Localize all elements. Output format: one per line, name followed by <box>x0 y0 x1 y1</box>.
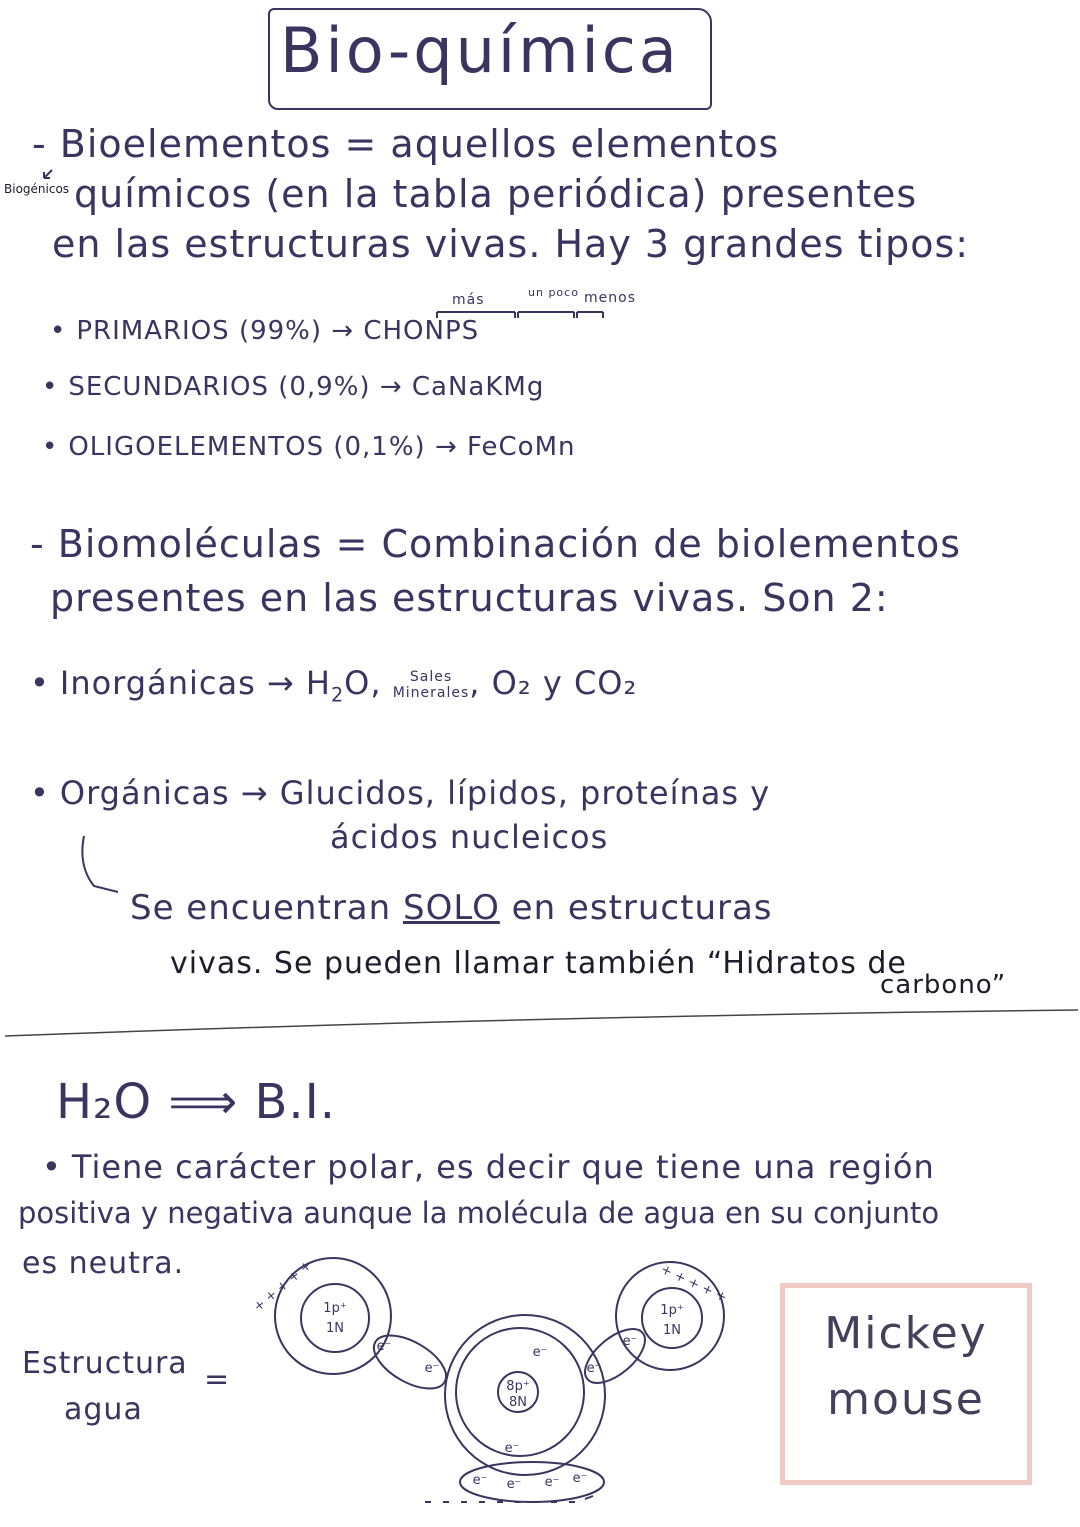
agua-heading: H₂O ⟹ B.I. <box>56 1074 337 1130</box>
primarios-item: • PRIMARIOS (99%) → CHONPS <box>50 316 479 346</box>
organicas-line2: ácidos nucleicos <box>330 818 609 856</box>
estructura-line2: agua <box>64 1392 143 1427</box>
organicas-line1: • Orgánicas → Glucidos, lípidos, proteínas y <box>30 774 770 812</box>
estructura-line1: Estructura <box>22 1346 188 1381</box>
electron-3: e⁻ <box>532 1345 548 1360</box>
biogenicos-arrow <box>44 170 52 178</box>
h2o-subscript: 2 <box>330 683 345 707</box>
electron-4: e⁻ <box>504 1441 520 1456</box>
polar-line2: positiva y negativa aunque la molécula de agua en su conjunto <box>18 1196 940 1230</box>
mickey-label: Mickey <box>824 1308 988 1359</box>
polar-line1: • Tiene carácter polar, es decir que tiene una región <box>42 1148 935 1186</box>
annotation-mas: más <box>452 292 485 308</box>
o-neutrons: 8N <box>509 1395 527 1410</box>
bond-right <box>576 1319 654 1393</box>
hydrogen-right-inner <box>642 1288 702 1348</box>
sales-label: Sales <box>409 669 453 685</box>
electron-5: e⁻ <box>586 1361 602 1376</box>
mouse-label: mouse <box>827 1374 985 1425</box>
bioelementos-line2: químicos (en la tabla periódica) presentes <box>74 172 918 216</box>
annotation-un-poco: un poco <box>528 286 579 299</box>
inorganicas-item: • Inorgánicas → $H_2O$, Sales Minerales, O₂ y CO₂ <box>30 664 637 706</box>
inorganicas-rest: , O₂ y CO₂ <box>469 664 638 702</box>
mas-bracket <box>437 312 515 318</box>
water-structure <box>275 1258 724 1502</box>
carbono-line: carbono” <box>880 970 1007 1000</box>
inorganicas-label: • Inorgánicas → H <box>30 664 331 702</box>
hydrogen-left-inner <box>301 1284 369 1352</box>
page-title: Bio-química <box>280 14 680 87</box>
mickey-mouse-box <box>780 1283 1032 1485</box>
solo-pre: Se encuentran <box>130 888 392 928</box>
h-right-protons: 1p⁺ <box>660 1303 684 1318</box>
electron-9: e⁻ <box>544 1475 560 1490</box>
h-right-neutrons: 1N <box>663 1323 681 1338</box>
bond-left <box>365 1325 454 1400</box>
plus-signs-right: + + + + + <box>658 1262 729 1306</box>
h-left-neutrons: 1N <box>326 1321 344 1336</box>
electron-1: e⁻ <box>376 1339 392 1354</box>
electron-7: e⁻ <box>472 1473 488 1488</box>
minerales-label: Minerales <box>392 685 470 701</box>
electron-8: e⁻ <box>506 1477 522 1492</box>
biomoleculas-line2: presentes en las estructuras vivas. Son 2: <box>50 576 889 620</box>
biomoleculas-line1: - Biomoléculas = Combinación de biolementos <box>30 522 962 566</box>
annotation-menos: menos <box>584 290 636 306</box>
electron-10: e⁻ <box>572 1471 588 1486</box>
poco-bracket <box>518 312 574 318</box>
solo-post: en estructuras <box>511 888 773 928</box>
electron-6: e⁻ <box>622 1334 638 1349</box>
section-divider <box>5 1010 1078 1036</box>
vivas-line: vivas. Se pueden llamar también “Hidratos de <box>170 946 907 981</box>
menos-bracket <box>577 312 603 318</box>
o-protons: 8p⁺ <box>506 1379 530 1394</box>
h-left-protons: 1p⁺ <box>323 1301 347 1316</box>
plus-signs-left: + + + + + <box>250 1257 315 1316</box>
equals-sign: = <box>204 1362 231 1397</box>
solo-word: SOLO <box>403 888 500 928</box>
polar-line3: es neutra. <box>22 1246 185 1281</box>
secundarios-item: • SECUNDARIOS (0,9%) → CaNaKMg <box>42 372 544 402</box>
bioelementos-line1: - Bioelementos = aquellos elementos <box>32 122 780 166</box>
electron-2: e⁻ <box>424 1361 440 1376</box>
biogenicos-note: Biogénicos <box>4 182 70 196</box>
bioelementos-line3: en las estructuras vivas. Hay 3 grandes tipos: <box>52 222 970 266</box>
oligoelementos-item: • OLIGOELEMENTOS (0,1%) → FeCoMn <box>42 432 576 462</box>
organicas-arrow <box>82 836 118 892</box>
